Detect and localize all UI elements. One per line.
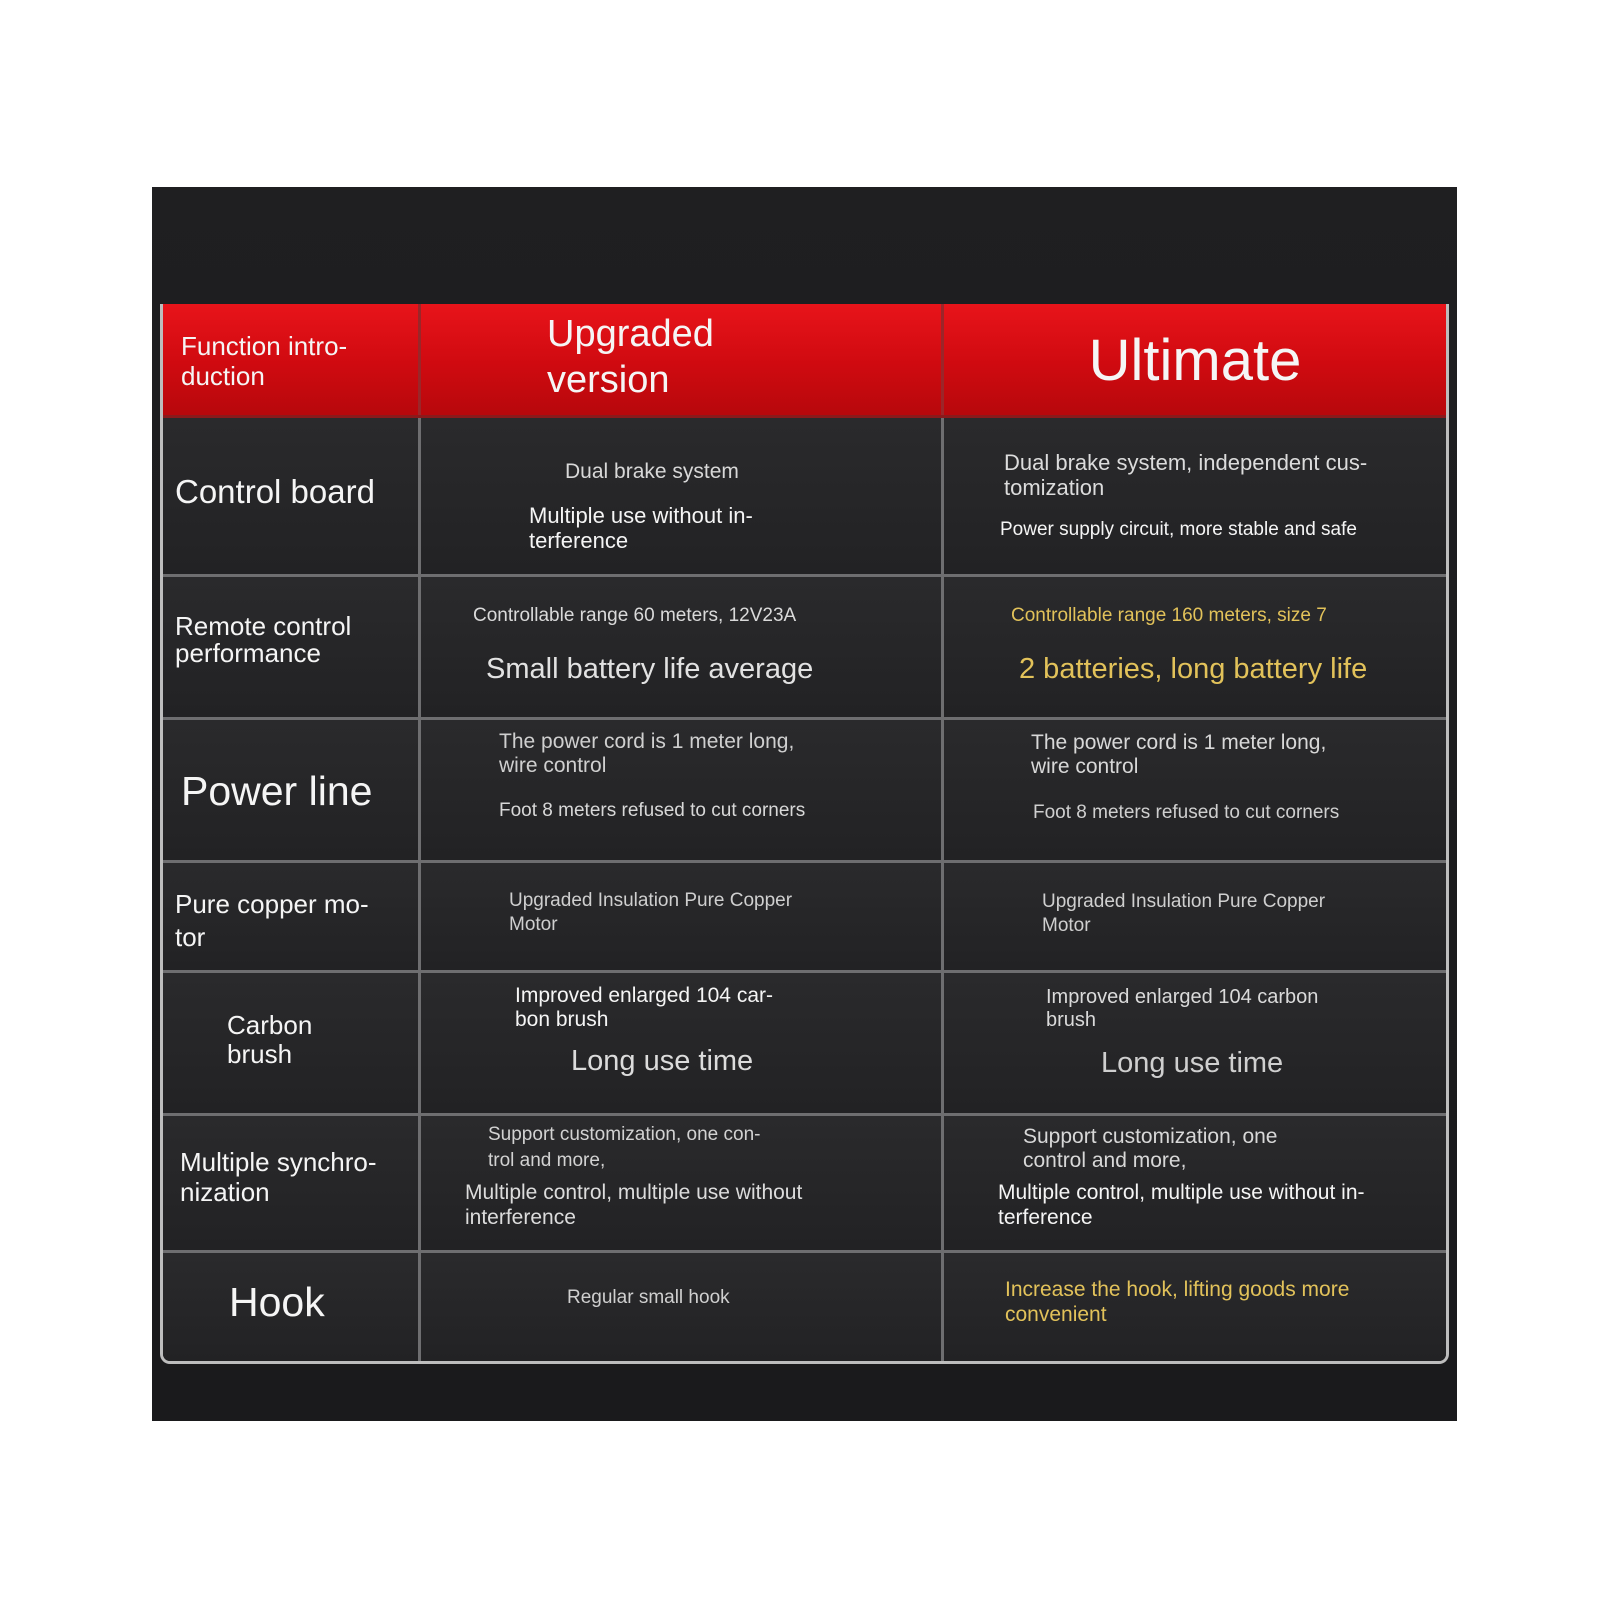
table-row-copper-motor [163,863,1446,973]
row-label-cell [163,720,421,860]
upgraded-text-1: Improved enlarged 104 car- bon brush [515,984,773,1032]
row-label: Multiple synchro- nization [180,1147,377,1207]
upgraded-text-1: Upgraded Insulation Pure Copper Motor [509,890,793,935]
header-function-cell [163,304,421,415]
ultimate-text-1: Increase the hook, lifting goods more convenient [1005,1278,1350,1327]
row-label: Remote control performance [175,611,352,668]
header-ultimate-label: Ultimate [1088,328,1302,393]
row-label: Pure copper mo- tor [175,889,369,953]
row-label-cell [163,418,421,574]
header-upgraded-label: Upgraded version [547,313,714,401]
ultimate-text-1: The power cord is 1 meter long, wire control [1031,731,1327,779]
ultimate-text-1: Upgraded Insulation Pure Copper Motor [1042,891,1326,936]
upgraded-cell [421,418,944,574]
row-label: Hook [229,1279,325,1325]
row-label-cell [163,973,421,1113]
upgraded-cell [421,863,944,970]
ultimate-text-1: Improved enlarged 104 carbon brush [1046,986,1319,1031]
ultimate-cell [944,973,1446,1113]
ultimate-cell [944,1116,1446,1250]
ultimate-cell [944,720,1446,860]
ultimate-text-2: Foot 8 meters refused to cut corners [1033,802,1340,823]
table-row-remote-control [163,577,1446,720]
table-header-row [163,304,1446,418]
table-row-hook [163,1253,1446,1364]
upgraded-text-2: Small battery life average [486,653,814,685]
ultimate-cell [944,418,1446,574]
upgraded-cell [421,973,944,1113]
row-label-cell [163,1116,421,1250]
table-row-carbon-brush [163,973,1446,1116]
upgraded-cell [421,1116,944,1250]
row-label-cell [163,1253,421,1364]
row-label: Carbon brush [227,1010,313,1069]
ultimate-text-2: Multiple control, multiple use without in- terference [998,1181,1365,1230]
ultimate-text-1: Support customization, one control and more, [1023,1125,1278,1173]
upgraded-text-1: Controllable range 60 meters, 12V23A [473,605,797,626]
row-label-cell [163,577,421,717]
ultimate-text-2: Long use time [1101,1047,1284,1079]
table-row-multi-sync [163,1116,1446,1253]
header-function-label: Function intro- duction [181,331,348,391]
upgraded-text-1: Dual brake system [565,460,739,483]
upgraded-text-2: Multiple control, multiple use without interference [465,1181,803,1230]
upgraded-text-2: Foot 8 meters refused to cut corners [499,800,806,821]
table-row-power-line [163,720,1446,863]
upgraded-text-2: Multiple use without in- terference [529,503,753,554]
upgraded-cell [421,720,944,860]
ultimate-text-2: Power supply circuit, more stable and safe [1000,519,1357,540]
table-row-control-board [163,418,1446,577]
row-label: Control board [175,473,375,510]
ultimate-text-2: 2 batteries, long battery life [1019,653,1368,685]
ultimate-cell [944,1253,1446,1364]
upgraded-text-1: Regular small hook [567,1287,730,1308]
header-upgraded-cell [421,304,944,415]
ultimate-cell [944,863,1446,970]
ultimate-text-1: Controllable range 160 meters, size 7 [1011,605,1327,626]
row-label: Power line [181,768,373,814]
upgraded-text-1: The power cord is 1 meter long, wire control [499,730,795,778]
upgraded-text-2: Long use time [571,1045,754,1077]
comparison-table [160,304,1449,1364]
row-label-cell [163,863,421,970]
ultimate-cell [944,577,1446,717]
upgraded-cell [421,1253,944,1364]
header-ultimate-cell [944,304,1446,415]
ultimate-text-1: Dual brake system, independent cus- tomization [1004,450,1368,501]
upgraded-text-1: Support customization, one con- trol and more, [488,1124,761,1171]
upgraded-cell [421,577,944,717]
